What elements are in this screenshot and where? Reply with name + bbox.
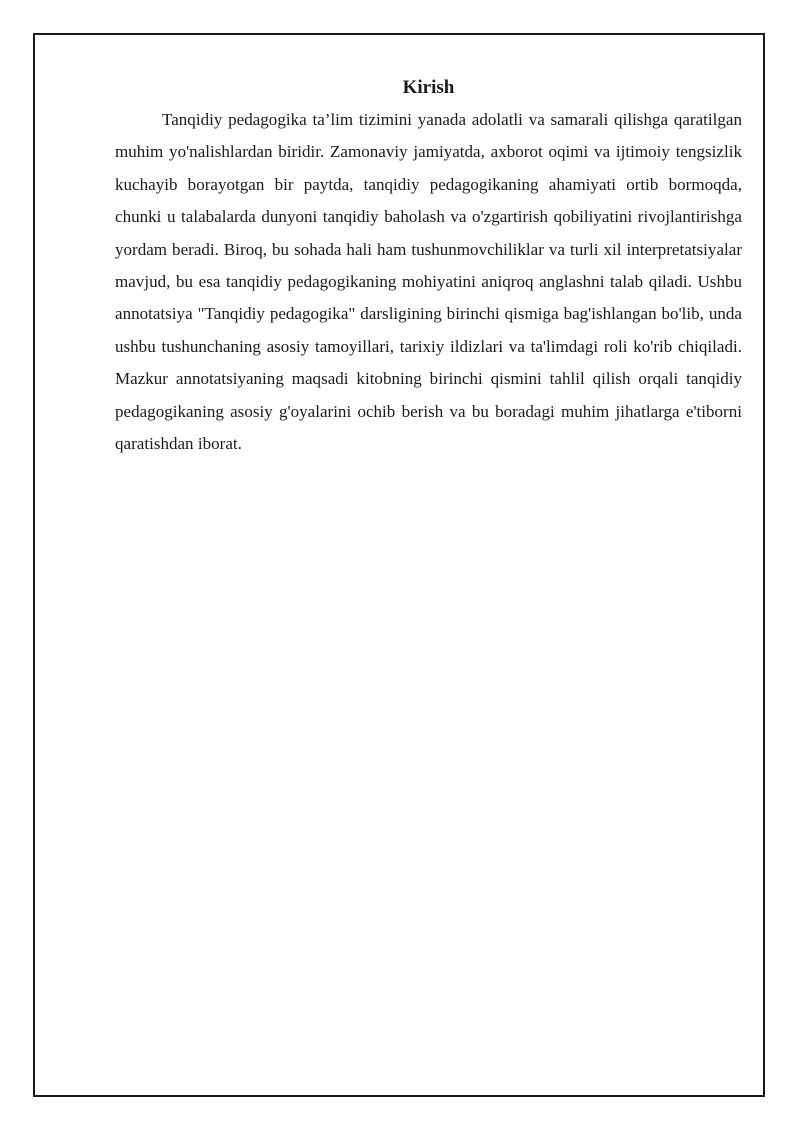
- body-paragraph: Tanqidiy pedagogika ta’lim tizimini yanada adolatli va samarali qilishga qaratilgan muhim yo'nalishlardan biridir. Zamonaviy jamiyatda, axborot oqimi va ijtimoiy tengsizlik kuchayib borayotgan bir paytda, tanqidiy pedagogikaning ahamiyati ortib bormoqda, chunki u talabalarda dunyoni tanqidiy baholash va o'zgartirish qobiliyatini rivojlantirishga yordam beradi. Biroq, bu sohada hali ham tushunmovchiliklar va turli xil interpretatsiyalar mavjud, bu esa tanqidiy pedagogikaning mohiyatini aniqroq anglashni talab qiladi. Ushbu annotatsiya "Tanqidiy pedagogika" darsligining birinchi qismiga bag'ishlangan bo'lib, unda ushbu tushunchaning asosiy tamoyillari, tarixiy ildizlari va ta'limdagi roli ko'rib chiqiladi. Mazkur annotatsiyaning maqsadi kitobning birinchi qismini tahlil qilish orqali tanqidiy pedagogikaning asosiy g'oyalarini ochib berish va bu boradagi muhim jihatlarga e'tiborni qaratishdan iborat.: [115, 110, 742, 454]
- section-title: Kirish: [402, 77, 455, 98]
- document-content: [115, 72, 742, 460]
